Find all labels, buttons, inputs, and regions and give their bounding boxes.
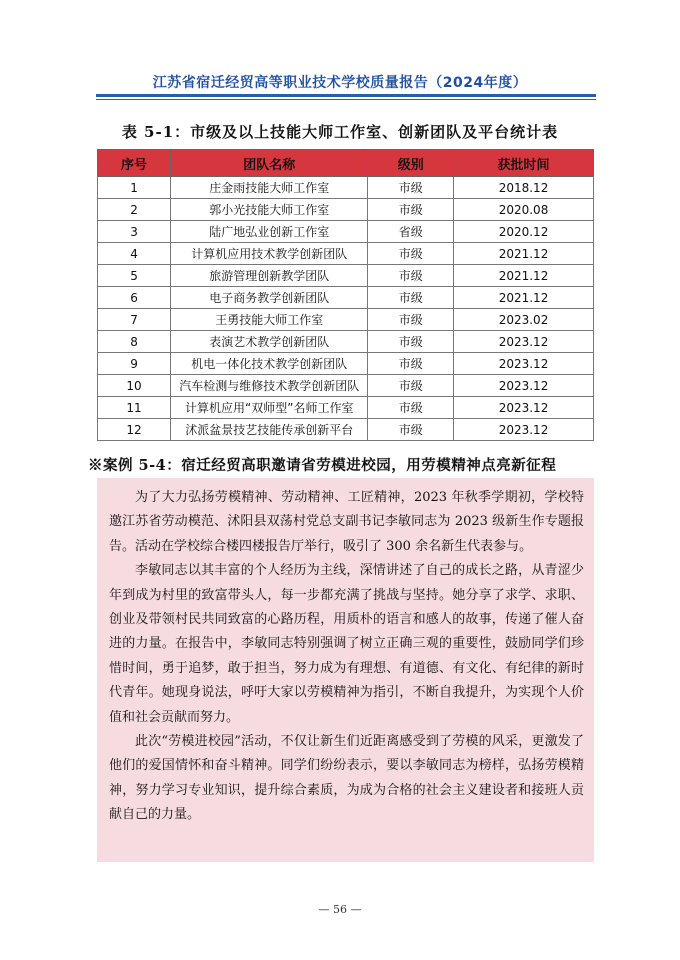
cell-approval-date: 2021.12 — [454, 287, 594, 309]
case-box — [97, 478, 594, 862]
table-row — [98, 265, 594, 287]
table-row — [98, 419, 594, 441]
cell-index: 12 — [98, 419, 171, 441]
cell-team-name: 郭小光技能大师工作室 — [171, 199, 368, 221]
header-rule-thick — [96, 94, 596, 97]
cell-approval-date: 2023.12 — [454, 353, 594, 375]
cell-level: 市级 — [368, 353, 454, 375]
cell-level: 市级 — [368, 309, 454, 331]
cell-index: 6 — [98, 287, 171, 309]
cell-index: 9 — [98, 353, 171, 375]
cell-approval-date: 2021.12 — [454, 243, 594, 265]
table-row — [98, 199, 594, 221]
cell-approval-date: 2023.12 — [454, 331, 594, 353]
cell-approval-date: 2023.12 — [454, 375, 594, 397]
table-row — [98, 353, 594, 375]
cell-team-name: 电子商务教学创新团队 — [171, 287, 368, 309]
cell-index: 8 — [98, 331, 171, 353]
cell-index: 10 — [98, 375, 171, 397]
cell-index: 7 — [98, 309, 171, 331]
cell-approval-date: 2023.12 — [454, 397, 594, 419]
stats-table — [97, 149, 594, 441]
case-title: ※案例 5-4：宿迁经贸高职邀请省劳模进校园，用劳模精神点亮新征程 — [88, 457, 557, 474]
cell-level: 市级 — [368, 265, 454, 287]
cell-level: 市级 — [368, 199, 454, 221]
cell-approval-date: 2020.12 — [454, 221, 594, 243]
case-paragraph: 为了大力弘扬劳模精神、劳动精神、工匠精神，2023 年秋季学期初，学校特邀江苏省劳动模范、沭阳县双荡村党总支副书记李敏同志为 2023 级新生作专题报告。活动在学校综合楼四楼报告厅举行，吸引了 300 余名新生代表参与。 — [109, 490, 584, 554]
cell-level: 市级 — [368, 375, 454, 397]
cell-team-name: 汽车检测与维修技术教学创新团队 — [171, 375, 368, 397]
table-row — [98, 243, 594, 265]
case-paragraph: 此次“劳模进校园”活动，不仅让新生们近距离感受到了劳模的风采，更激发了他们的爱国情怀和奋斗精神。同学们纷纷表示，要以李敏同志为榜样，弘扬劳模精神，努力学习专业知识，提升综合素质，为成为合格的社会主义建设者和接班人贡献自己的力量。 — [109, 734, 584, 823]
table-body — [98, 177, 594, 441]
cell-level: 市级 — [368, 331, 454, 353]
table-row — [98, 331, 594, 353]
cell-index: 1 — [98, 177, 171, 199]
cell-level: 市级 — [368, 177, 454, 199]
cell-team-name: 沭派盆景技艺技能传承创新平台 — [171, 419, 368, 441]
report-header-title: 江苏省宿迁经贸高等职业技术学校质量报告（2024年度） — [152, 75, 528, 91]
header-rule-thin — [96, 99, 596, 100]
column-header-index: 序号 — [98, 150, 171, 177]
table-row — [98, 375, 594, 397]
table-row — [98, 177, 594, 199]
cell-team-name: 计算机应用“双师型”名师工作室 — [171, 397, 368, 419]
cell-approval-date: 2021.12 — [454, 265, 594, 287]
table-row — [98, 309, 594, 331]
column-header-approval-date: 获批时间 — [454, 150, 594, 177]
cell-index: 4 — [98, 243, 171, 265]
cell-level: 市级 — [368, 419, 454, 441]
cell-level: 市级 — [368, 243, 454, 265]
cell-index: 5 — [98, 265, 171, 287]
column-header-level: 级别 — [368, 150, 454, 177]
cell-team-name: 表演艺术教学创新团队 — [171, 331, 368, 353]
cell-team-name: 庄金雨技能大师工作室 — [171, 177, 368, 199]
case-paragraph: 李敏同志以其丰富的个人经历为主线，深情讲述了自己的成长之路，从青涩少年到成为村里的致富带头人，每一步都充满了挑战与坚持。她分享了求学、求职、创业及带领村民共同致富的心路历程，用质朴的语言和感人的故事，传递了催人奋进的力量。在报告中，李敏同志特别强调了树立正确三观的重要性，鼓励同学们珍惜时间，勇于追梦，敢于担当，努力成为有理想、有道德、有文化、有纪律的新时代青年。她现身说法，呼吁大家以劳模精神为指引，不断自我提升，为实现个人价值和社会贡献而努力。 — [109, 563, 584, 725]
cell-team-name: 机电一体化技术教学创新团队 — [171, 353, 368, 375]
table-row — [98, 397, 594, 419]
cell-level: 省级 — [368, 221, 454, 243]
cell-team-name: 计算机应用技术教学创新团队 — [171, 243, 368, 265]
table-caption: 表 5-1：市级及以上技能大师工作室、创新团队及平台统计表 — [121, 123, 559, 141]
cell-approval-date: 2018.12 — [454, 177, 594, 199]
cell-approval-date: 2020.08 — [454, 199, 594, 221]
cell-level: 市级 — [368, 287, 454, 309]
table-header-row — [98, 150, 594, 177]
cell-team-name: 王勇技能大师工作室 — [171, 309, 368, 331]
table-row — [98, 221, 594, 243]
cell-index: 2 — [98, 199, 171, 221]
table-row — [98, 287, 594, 309]
cell-approval-date: 2023.12 — [454, 419, 594, 441]
page-number: — 56 — — [318, 903, 362, 916]
cell-approval-date: 2023.02 — [454, 309, 594, 331]
cell-level: 市级 — [368, 397, 454, 419]
column-header-team-name: 团队名称 — [171, 150, 368, 177]
cell-index: 11 — [98, 397, 171, 419]
cell-team-name: 陆广地弘业创新工作室 — [171, 221, 368, 243]
cell-team-name: 旅游管理创新教学团队 — [171, 265, 368, 287]
cell-index: 3 — [98, 221, 171, 243]
